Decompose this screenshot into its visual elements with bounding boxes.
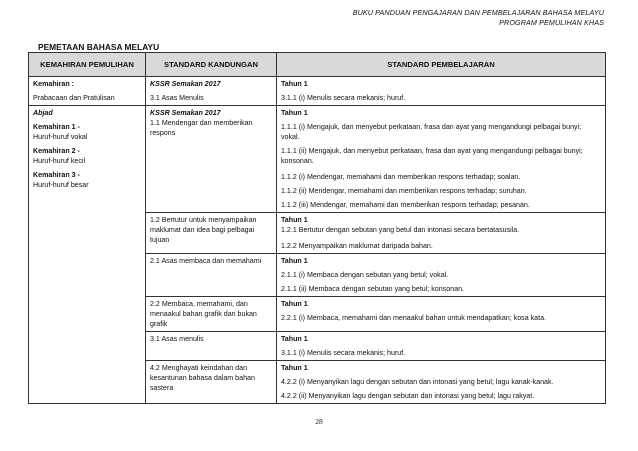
list-item: 1.1.2 (ii) Mendengar, memahami dan memberikan respons terhadap; suruhan. — [281, 187, 527, 195]
list-item: 1.2.1 Bertutur dengan sebutan yang betul dan intonasi secara bertatasusila. — [281, 226, 520, 234]
column-header-kandungan: STANDARD KANDUNGAN — [146, 53, 277, 77]
header-line-1: BUKU PANDUAN PENGAJARAN DAN PEMBELAJARAN BAHASA MELAYU — [352, 8, 604, 17]
table-header-row — [29, 53, 606, 77]
cell-kandungan: 2.1 Asas membaca dan memahami — [146, 254, 277, 297]
page-number: 28 — [315, 417, 323, 426]
list-item: 1.1.2 (iii) Mendengar, memahami dan memberikan respons terhadap; pesanan. — [281, 201, 530, 209]
list-item: 2.1.1 (i) Membaca dengan sebutan yang betul; vokal. — [281, 271, 449, 279]
cell-label: Tahun 1 — [281, 257, 308, 265]
cell-value: 3.1.1 (i) Menulis secara mekanis; huruf. — [281, 94, 406, 102]
list-item: 1.2.2 Menyampaikan maklumat daripada bahan. — [281, 242, 433, 250]
cell-label: KSSR Semakan 2017 — [150, 109, 221, 117]
table-row — [29, 106, 606, 213]
cell-label: Kemahiran : — [33, 80, 74, 88]
kemahiran-1-label: Kemahiran 1 - — [33, 123, 80, 131]
list-item: 2.1.1 (ii) Membaca dengan sebutan yang betul; konsonan. — [281, 285, 464, 293]
list-item: 2.2.1 (i) Membaca, memahami dan menaakul bahan untuk mendapatkan; kosa kata. — [281, 314, 546, 322]
document-header — [353, 8, 604, 28]
list-item: 4.2.2 (ii) Menyanyikan lagu dengan sebutan dan intonasi yang betul; lagu rakyat. — [281, 392, 535, 400]
cell-label: Tahun 1 — [281, 216, 308, 224]
list-item: 1.1.2 (i) Mendengar, memahami dan memberikan respons terhadap; soalan. — [281, 173, 521, 181]
list-item: 1.1.1 (i) Mengajuk, dan menyebut perkataan, frasa dan ayat yang mengandungi pelbagai bunyi; vokal. — [281, 123, 582, 141]
kemahiran-2-value: Huruf-huruf kecil — [33, 157, 86, 165]
cell-kandungan: 4.2 Menghayati keindahan dan kesantunan bahasa dalam bahan sastera — [146, 361, 277, 404]
cell-label: Tahun 1 — [281, 300, 308, 308]
cell-value: 1.1 Mendengar dan memberikan respons — [150, 119, 253, 137]
cell-kemahiran — [29, 77, 146, 106]
cell-kandungan: 1.2 Bertutur untuk menyampaikan maklumat dan idea bagi pelbagai tujuan — [146, 213, 277, 254]
header-line-2: PROGRAM PEMULIHAN KHAS — [499, 18, 604, 27]
kemahiran-1-value: Huruf-huruf vokal — [33, 133, 88, 141]
cell-kandungan: 2.2 Membaca, memahami, dan menaakul bahan grafik dan bukan grafik — [146, 297, 277, 332]
cell-pembelajaran — [277, 332, 606, 361]
abjad-label: Abjad — [33, 109, 53, 117]
cell-kandungan: 3.1 Asas menulis — [146, 332, 277, 361]
cell-label: Tahun 1 — [281, 109, 308, 117]
mapping-table — [28, 52, 606, 404]
cell-pembelajaran — [277, 254, 606, 297]
column-header-kemahiran: KEMAHIRAN PEMULIHAN — [29, 53, 146, 77]
column-header-pembelajaran: STANDARD PEMBELAJARAN — [277, 53, 606, 77]
list-item: 4.2.2 (i) Menyanyikan lagu dengan sebutan dan intonasi yang betul; lagu kanak-kanak. — [281, 378, 554, 386]
kemahiran-3-value: Huruf-huruf besar — [33, 181, 89, 189]
cell-kandungan — [146, 77, 277, 106]
cell-label: KSSR Semakan 2017 — [150, 80, 221, 88]
cell-value: Prabacaan dan Pratulisan — [33, 94, 115, 102]
cell-pembelajaran — [277, 361, 606, 404]
kemahiran-2-label: Kemahiran 2 - — [33, 147, 80, 155]
list-item: 3.1.1 (i) Menulis secara mekanis; huruf. — [281, 349, 406, 357]
cell-pembelajaran — [277, 77, 606, 106]
cell-kemahiran — [29, 106, 146, 404]
cell-label: Tahun 1 — [281, 364, 308, 372]
cell-kandungan — [146, 106, 277, 213]
table-row — [29, 77, 606, 106]
kemahiran-3-label: Kemahiran 3 - — [33, 171, 80, 179]
cell-value: 3.1 Asas Menulis — [150, 94, 204, 102]
cell-pembelajaran — [277, 106, 606, 213]
cell-pembelajaran — [277, 297, 606, 332]
section-title: PEMETAAN BAHASA MELAYU — [38, 42, 160, 52]
list-item: 1.1.1 (ii) Mengajuk, dan menyebut perkataan, frasa dan ayat yang mengandungi pelbagai bunyi; konsonan. — [281, 147, 583, 165]
cell-label: Tahun 1 — [281, 335, 308, 343]
cell-pembelajaran — [277, 213, 606, 254]
cell-label: Tahun 1 — [281, 80, 308, 88]
